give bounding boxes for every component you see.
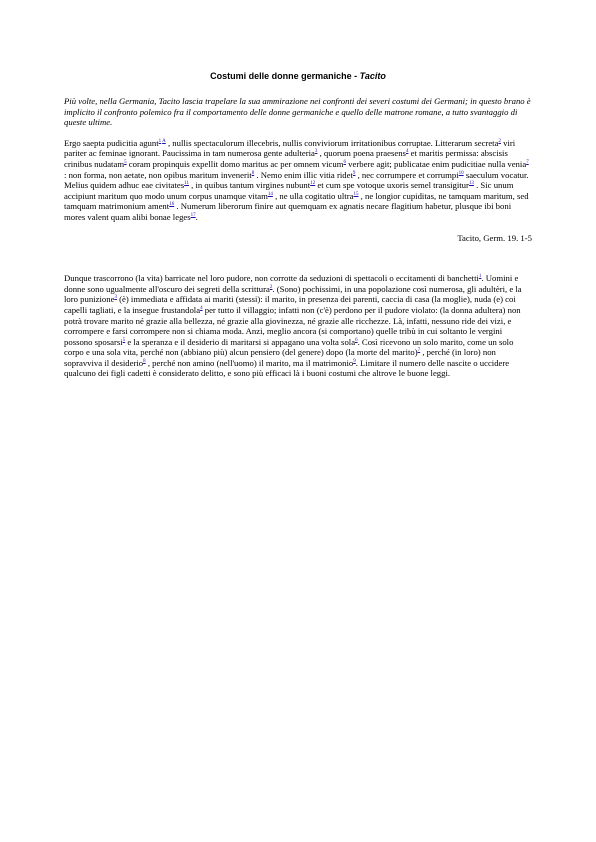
footnote-link[interactable]: 15 [353,191,359,197]
footnote-link[interactable]: 1 [158,138,162,144]
footnote-link[interactable]: 13 [468,181,474,187]
footnote-link[interactable]: 8 [143,358,146,364]
footnote-link[interactable]: 4 [405,149,409,155]
footnote-marker [526,160,529,165]
footnote-link[interactable]: 7 [417,348,421,354]
footnote-link[interactable]: 2 [269,284,273,290]
footnote-link[interactable]: 4 [200,305,203,311]
text-segment: e la speranza e il desiderio di maritarsi si appagano una volta sola [125,336,356,347]
text-segment: , in quibus tantum virgines nubunt [188,180,311,191]
footnote-link[interactable]: 2 [498,138,501,144]
intro-paragraph: Più volte, nella Germania, Tacito lascia trapelare la sua ammirazione nei confronti dei severi costumi dei Germani; in questo brano è implicito il confronto polemico fra il comportamento delle donne germaniche e quello delle matrone romane, a tutto svantaggio di queste ultime. [64,96,531,128]
text-segment: , quorum poena praesens [317,148,406,159]
text-segment: saeculum vocatur. Melius quidem adhuc eae civitates [64,169,529,191]
text-segment: Dunque trascorrono (la vita) barricate nel loro pudore, non corrotte da seduzioni di spettacoli o eccitamenti di banchetti [64,273,479,284]
text-segment: viri pariter ac feminae ignorant. Paucissima in tam numerosa gente adulteria [64,137,516,159]
latin-text [64,138,532,223]
title-text: Costumi delle donne germaniche - [210,71,360,81]
page-title [64,70,532,82]
footnote-link[interactable]: 14 [267,191,273,197]
footnote-link[interactable]: 3 [114,295,117,301]
italian-translation [64,273,532,379]
text-segment: , perché non amino (nell'uomo) il marito, ma il matrimonio [145,357,354,368]
footnote-link[interactable]: 3 [314,149,318,155]
footnote-link[interactable]: 17 [190,212,196,218]
text-segment: , ne longior cupiditas, ne tamquam maritum, sed tamquam matrimonium ament [64,190,529,212]
source-citation: Tacito, Germ. 19. 1-5 [457,232,532,243]
footnote-link[interactable]: A [162,138,166,144]
text-segment: . [195,211,198,222]
text-segment: . Sic unum accipiunt maritum quo modo unum corpus unamque vitam [64,180,514,201]
footnote-link[interactable]: 9 [352,170,356,176]
text-segment: et maritis permissa: abscisis crinibus nudatam [64,148,508,169]
section-spacer [64,243,532,273]
footnote-link[interactable]: 5 [122,337,126,343]
footnote-link[interactable]: 6 [343,159,346,165]
footnote-link[interactable]: 10 [458,170,464,176]
footnote-link[interactable]: 6 [355,337,358,343]
footnote-link[interactable]: 12 [310,181,316,187]
footnote-link[interactable]: 5 [124,159,127,165]
title-author: Tacito [359,71,386,81]
text-segment: Ergo saepta pudicitia agunt [64,137,159,148]
text-segment: . (Sono) pochissimi, in una popolazione così numerosa, gli adultèri, e la loro punizione [64,283,522,305]
footnote-link[interactable]: 7 [526,159,529,165]
footnote-link[interactable]: 16 [169,202,175,208]
footnote-marker [159,139,166,144]
text-segment: . Così ricevono un solo marito, come un solo corpo e una sola vita, perché non (abbiano più) alcun pensiero (del genere) dopo (la morte del marito) [64,336,514,358]
text-segment: coram propinquis expellit domo maritus ac per omnem vicum [126,158,344,169]
footnote-link[interactable]: 11 [184,181,189,187]
text-segment: et cum spe votoque uxoris semel transigitur [315,180,469,191]
footnote-link[interactable]: 9 [353,358,356,364]
text-segment: per tutto il villaggio; infatti non (c'è) perdono per il pudore violato: (la donna adultera) non potrà trovare marito né grazie alla bellezza, né grazie alla giovinezza, né grazie alle ricchezze. Là, infatti, nessuno ride dei vizi, e corrompere e farsi corrompere non si chiama moda. Anzi, meglio ancora (si comportano) quelle tribù in cui soltanto le vergini possono sposarsi [64,304,521,347]
text-segment: , ne ulla cogitatio ultra [272,190,354,201]
text-segment: (è) immediata e affidata ai mariti (stessi): il marito, in presenza dei parenti, caccia di casa (la moglie), nuda (e) coi capelli tagliati, e la insegue frustandola [64,294,516,315]
footnote-link[interactable]: 1 [478,274,482,280]
text-segment: . Uomini e donne sono ugualmente all'oscuro dei segreti della scrittura [64,273,519,294]
text-segment: . Nemo enim illic vitia ridet [254,169,353,180]
footnote-link[interactable]: 8 [251,170,255,176]
text-segment: . Numerum liberorum finire aut quemquam ex agnatis necare flagitium habetur, plusque ibi boni mores valent quam alibi bonae leges [64,201,512,222]
text-segment: , nullis spectaculorum illecebris, nullis conviviorum irritationibus corruptae. Litterarum secreta [165,137,499,148]
text-segment: , nec corrumpere et corrumpi [355,169,459,180]
document-page [64,70,532,379]
text-segment: , perché (in loro) non sopravviva il desiderio [64,347,496,368]
text-segment: verbere agit; publicatae enim pudicitiae nulla venia [345,158,527,169]
text-segment: . Limitare il numero delle nascite o uccidere qualcuno dei figli cadetti è considerato delitto, e sono più efficaci là i buoni costumi che altrove le buone leggi. [64,357,510,379]
text-segment: : non forma, non aetate, non opibus maritum invenerit [64,169,252,180]
